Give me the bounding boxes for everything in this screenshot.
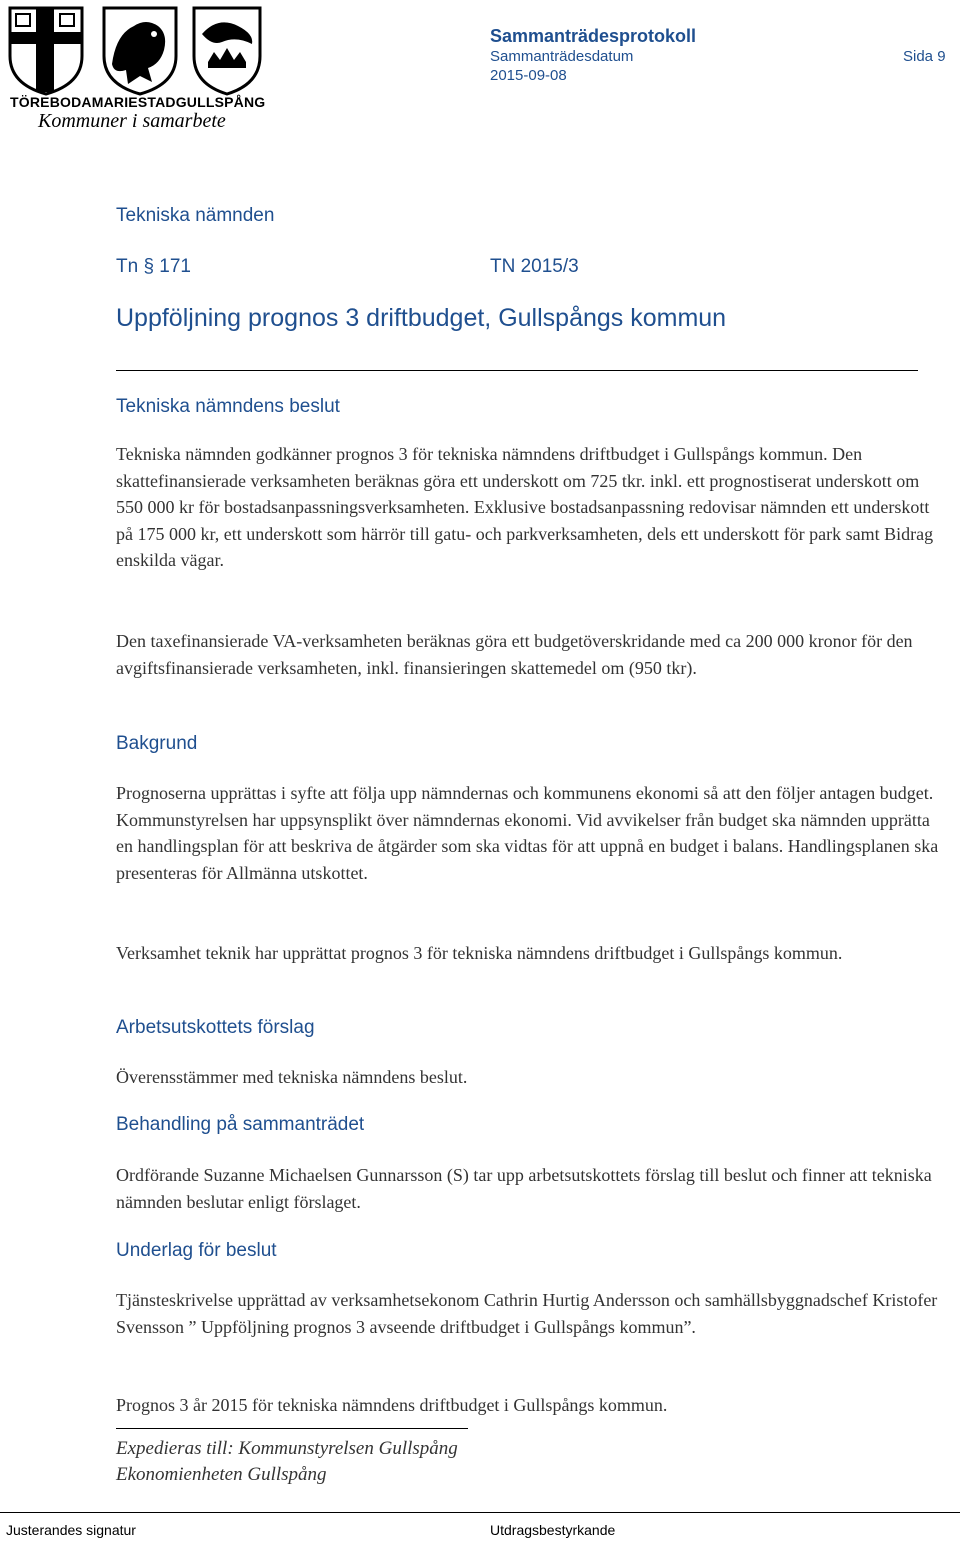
heading-beslut: Tekniska nämndens beslut	[116, 396, 340, 417]
expedieras-divider	[116, 1428, 468, 1429]
paragraph-beslut-2: Den taxefinansierade VA-verksamheten beräknas göra ett budgetöverskridande med ca 200 000 kronor för den avgiftsfinansierade verksamheten, inkl. finansieringen skattemedel om (950 tkr).	[116, 631, 913, 678]
paragraph-underlag-2: Prognos 3 år 2015 för tekniska nämndens driftbudget i Gullspångs kommun.	[116, 1395, 668, 1415]
municipality-gullspang: GULLSPÅNG	[175, 94, 266, 110]
distribution-line-1: Expedieras till: Kommunstyrelsen Gullspång	[116, 1438, 458, 1459]
case-number: TN 2015/3	[490, 256, 579, 277]
title-divider	[116, 370, 918, 371]
distribution-list	[116, 1436, 458, 1488]
paragraph-underlag-1: Tjänsteskrivelse upprättad av verksamhetsekonom Cathrin Hurtig Andersson och samhällsbyggnadschef Kristofer Svensson ” Uppföljning prognos 3 avseende driftbudget i Gullspångs kommun”.	[116, 1290, 938, 1337]
municipality-toreboda: TÖREBODA	[10, 94, 92, 110]
meeting-date-label: Sammanträdesdatum	[490, 48, 634, 65]
committee-name: Tekniska nämnden	[116, 205, 275, 226]
heading-forslag: Arbetsutskottets förslag	[116, 1017, 315, 1038]
footer-divider	[0, 1512, 960, 1513]
paragraph-forslag: Överensstämmer med tekniska nämndens beslut.	[116, 1067, 468, 1087]
protocol-title: Sammanträdesprotokoll	[490, 26, 697, 46]
page-number: Sida 9	[903, 48, 946, 65]
page-footer	[0, 1512, 960, 1544]
paragraph-beslut-1: Tekniska nämnden godkänner prognos 3 för tekniska nämndens driftbudget i Gullspångs kommun. Den skattefinansierade verksamheten beräknas göra ett underskott om 725 tkr. inkl. ett prognostiserat underskott om 550 000 kr för bostadsanpassningsverksamheten. Exklusive bostadsanpassning redovisar nämnden ett underskott på 175 000 kr, ett underskott som härrör till gatu- och parkverksamheten, dels ett underskott för park samt Bidrag enskilda vägar.	[116, 444, 934, 570]
paragraph-number: Tn § 171	[116, 256, 191, 277]
paragraph-behandling: Ordförande Suzanne Michaelsen Gunnarsson (S) tar upp arbetsutskottets förslag till beslut och finner att tekniska nämnden beslutar enligt förslaget.	[116, 1165, 932, 1212]
logo-tagline: Kommuner i samarbete	[38, 110, 226, 132]
coat-of-arms-icon	[8, 4, 263, 96]
paragraph-bakgrund-2: Verksamhet teknik har upprättat prognos 3 för tekniska nämndens driftbudget i Gullspångs kommun.	[116, 943, 843, 963]
heading-behandling: Behandling på sammanträdet	[116, 1114, 365, 1135]
paragraph-bakgrund-1: Prognoserna upprättas i syfte att följa upp nämndernas och kommunens ekonomi så att den följer antagen budget. Kommunstyrelsen har uppsynsplikt över nämndernas ekonomi. Vid avvikelser från budget ska nämnden upprätta en handlingsplan för att beskriva de åtgärder som ska vidtas för att uppnå en budget i balans. Handlingsplanen ska presenteras för Allmänna utskottet.	[116, 783, 939, 883]
page-title: Uppföljning prognos 3 driftbudget, Gullspångs kommun	[116, 304, 727, 332]
municipality-names	[10, 94, 264, 110]
heading-bakgrund: Bakgrund	[116, 733, 198, 754]
signature-label: Justerandes signatur	[6, 1522, 136, 1538]
meeting-date: 2015-09-08	[490, 67, 567, 84]
municipality-mariestad: MARIESTAD	[91, 94, 176, 110]
heading-underlag: Underlag för beslut	[116, 1240, 277, 1261]
municipality-logos	[8, 4, 266, 132]
distribution-line-2: Ekonomienheten Gullspång	[116, 1464, 327, 1485]
extract-certification-label: Utdragsbestyrkande	[490, 1522, 616, 1538]
